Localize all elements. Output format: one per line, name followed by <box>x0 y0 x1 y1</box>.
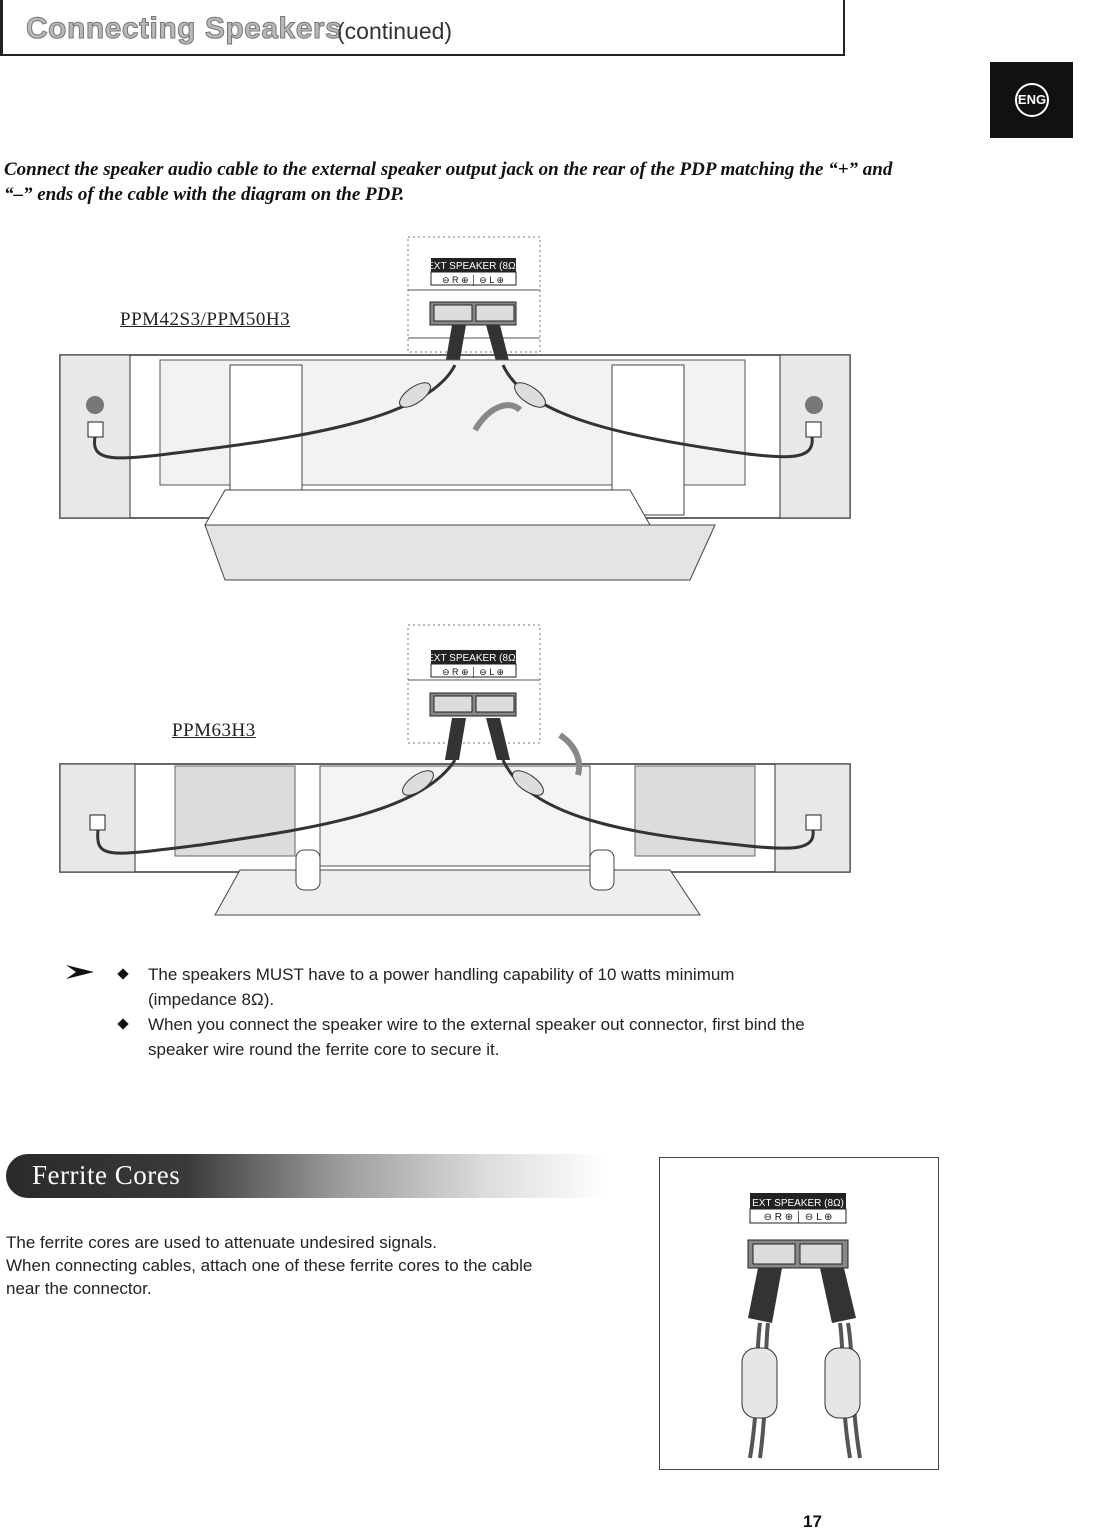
terminal-row: ⊖ R ⊕ │ ⊖ L ⊕ <box>442 667 504 677</box>
model-label-ppm63h3: PPM63H3 <box>172 720 256 741</box>
ferrite-body <box>6 1231 606 1300</box>
page-subtitle: (continued) <box>337 18 453 44</box>
terminal-inset-top <box>408 237 540 352</box>
language-tab <box>990 62 1073 138</box>
ferrite-body-line: The ferrite cores are used to attenuate undesired signals. <box>6 1233 437 1252</box>
note-item <box>66 1012 866 1062</box>
ferrite-core-illustration <box>660 1158 937 1468</box>
terminal-row: ⊖ R ⊕ │ ⊖ L ⊕ <box>442 275 504 285</box>
page-title: Connecting Speakers <box>26 12 343 45</box>
terminal-inset-bottom <box>408 625 540 743</box>
note-item <box>66 962 866 1012</box>
page-number: 17 <box>803 1512 822 1531</box>
arrow-icon <box>66 963 96 981</box>
speaker-diagram-top <box>0 225 900 585</box>
eng-badge-icon: ENG <box>1015 83 1049 117</box>
model-label-ppm42s3: PPM42S3/PPM50H3 <box>120 309 291 330</box>
ferrite-title: Ferrite Cores <box>32 1160 181 1190</box>
terminal-row: ⊖ R ⊕ │ ⊖ L ⊕ <box>763 1212 833 1223</box>
terminal-label: EXT SPEAKER (8Ω) <box>427 653 519 664</box>
note-text: The speakers MUST have to a power handling capability of 10 watts minimum (impedance 8Ω). <box>148 965 735 1009</box>
terminal-label: EXT SPEAKER (8Ω) <box>427 261 519 272</box>
note-text: When you connect the speaker wire to the external speaker out connector, first bind the speaker wire round the ferrite core to secure it. <box>148 1015 805 1059</box>
intro-paragraph: Connect the speaker audio cable to the external speaker output jack on the rear of the PDP matching the “+” and “–” ends of the cable with the diagram on the PDP. <box>4 159 893 205</box>
speaker-diagram-bottom <box>0 620 900 920</box>
ferrite-body-line: When connecting cables, attach one of these ferrite cores to the cable near the connector. <box>6 1256 533 1298</box>
diamond-bullet-icon <box>117 968 128 979</box>
diamond-bullet-icon <box>117 1018 128 1029</box>
ferrite-core-right-icon <box>825 1348 860 1418</box>
terminal-label: EXT SPEAKER (8Ω) <box>752 1198 844 1209</box>
ferrite-figure <box>659 1157 939 1470</box>
ferrite-core-left-icon <box>742 1348 777 1418</box>
notes-section <box>66 962 866 1062</box>
